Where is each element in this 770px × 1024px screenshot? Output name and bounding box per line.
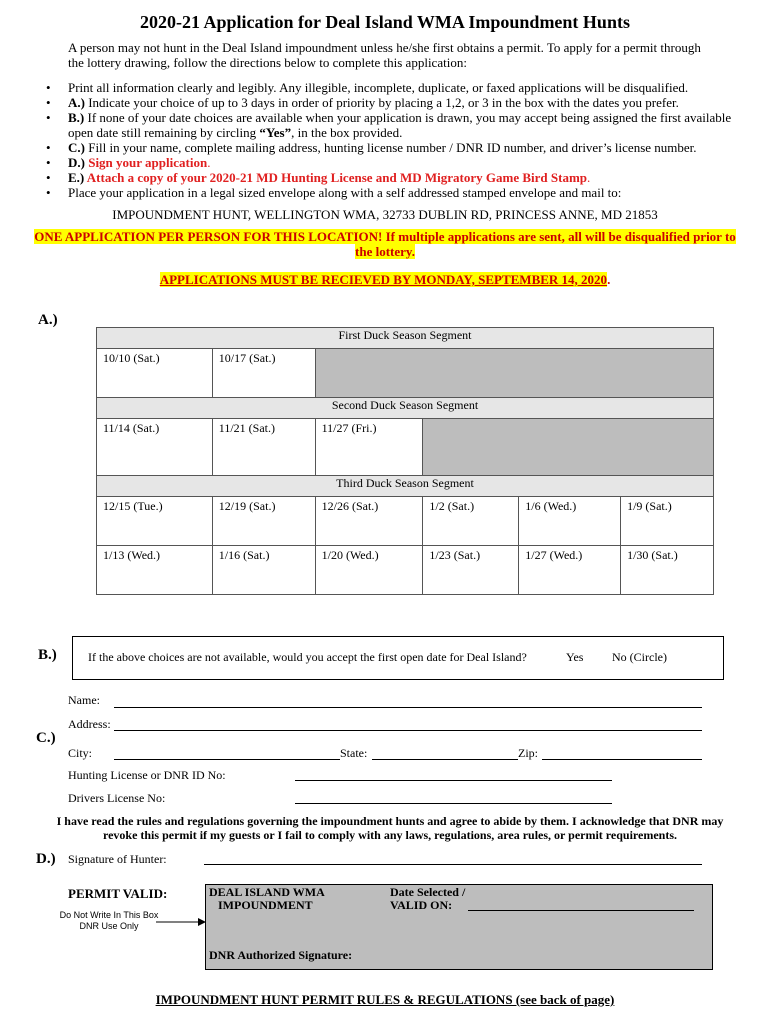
yes-option[interactable]: Yes bbox=[566, 650, 584, 664]
permit-location-line-1: DEAL ISLAND WMA bbox=[209, 885, 325, 899]
segment-header: Third Duck Season Segment bbox=[97, 476, 714, 497]
instruction-text: Fill in your name, complete mailing address, hunting license number / DNR ID number, and driver’s license number. bbox=[84, 140, 697, 155]
instruction-text: Indicate your choice of up to 3 days in order of priority by placing a 1,2, or 3 in the box with the dates you prefer. bbox=[84, 95, 679, 110]
date-cell[interactable]: 1/30 (Sat.) bbox=[621, 546, 714, 595]
section-b-label: B.) bbox=[38, 647, 57, 663]
zip-label: Zip: bbox=[518, 746, 538, 760]
date-cell[interactable]: 10/10 (Sat.) bbox=[97, 349, 213, 398]
date-cell[interactable]: 1/23 (Sat.) bbox=[423, 546, 519, 595]
instruction-text: Print all information clearly and legibly. Any illegible, incomplete, duplicate, or faxed applications will be disqualified. bbox=[68, 80, 689, 95]
permit-location-line-2: IMPOUNDMENT bbox=[218, 898, 313, 912]
segment-header: First Duck Season Segment bbox=[97, 328, 714, 349]
signature-label: Signature of Hunter: bbox=[68, 852, 167, 866]
state-field[interactable] bbox=[372, 759, 518, 760]
date-cell[interactable]: 11/14 (Sat.) bbox=[97, 419, 213, 476]
date-cell[interactable]: 12/15 (Tue.) bbox=[97, 497, 213, 546]
instruction-text: Attach a copy of your 2020-21 MD Hunting License and MD Migratory Game Bird Stamp bbox=[84, 170, 588, 185]
one-application-text: ONE APPLICATION PER PERSON FOR THIS LOCATION! If multiple applications are sent, all will be disqualified prior to the lottery. bbox=[34, 229, 736, 259]
instruction-text: If none of your date choices are available when your application is drawn, you may accept being assigned the first available open date still remaining by circling bbox=[68, 110, 732, 140]
zip-field[interactable] bbox=[542, 759, 702, 760]
dnr-note-line: Do Not Write In This Box bbox=[59, 910, 159, 920]
date-cell[interactable]: 1/16 (Sat.) bbox=[212, 546, 315, 595]
permit-valid-label: PERMIT VALID: bbox=[68, 886, 168, 901]
license-field[interactable] bbox=[295, 780, 612, 781]
city-label: City: bbox=[68, 746, 93, 760]
instruction-item bbox=[40, 95, 740, 110]
date-cell[interactable]: 10/17 (Sat.) bbox=[212, 349, 315, 398]
no-option[interactable]: No (Circle) bbox=[612, 650, 667, 664]
name-label: Name: bbox=[68, 693, 100, 707]
instruction-label: D.) bbox=[68, 155, 85, 170]
section-c-label: C.) bbox=[36, 730, 56, 746]
page-title: 2020-21 Application for Deal Island WMA Impoundment Hunts bbox=[140, 12, 630, 32]
mailing-address: IMPOUNDMENT HUNT, WELLINGTON WMA, 32733 DUBLIN RD, PRINCESS ANNE, MD 21853 bbox=[112, 207, 658, 222]
name-field[interactable] bbox=[114, 707, 702, 708]
instruction-label: B.) bbox=[68, 110, 85, 125]
alternate-date-box bbox=[72, 636, 724, 680]
date-cell[interactable]: 11/27 (Fri.) bbox=[315, 419, 423, 476]
instruction-item bbox=[40, 80, 740, 95]
arrow-right-icon bbox=[156, 917, 206, 927]
date-selected-label: Date Selected / bbox=[390, 885, 466, 899]
deadline-text: APPLICATIONS MUST BE RECIEVED BY MONDAY, SEPTEMBER 14, 2020 bbox=[159, 272, 608, 287]
instruction-text: Place your application in a legal sized envelope along with a self addressed stamped envelope and mail to: bbox=[68, 185, 622, 200]
instruction-item bbox=[40, 110, 740, 140]
address-label: Address: bbox=[68, 717, 111, 731]
intro-text: A person may not hunt in the Deal Island impoundment unless he/she first obtains a permit. To apply for a permit through the lottery drawing, follow the directions below to complete this application: bbox=[68, 40, 701, 70]
signature-field[interactable] bbox=[204, 864, 702, 865]
dnr-note-line: DNR Use Only bbox=[79, 921, 139, 931]
drivers-license-label: Drivers License No: bbox=[68, 791, 166, 805]
instructions-list bbox=[40, 80, 740, 200]
date-cell[interactable]: 1/27 (Wed.) bbox=[519, 546, 621, 595]
date-cell[interactable]: 1/13 (Wed.) bbox=[97, 546, 213, 595]
address-field[interactable] bbox=[114, 730, 702, 731]
section-d-label: D.) bbox=[36, 851, 56, 867]
valid-on-field bbox=[468, 910, 694, 911]
instruction-item: • D.) Sign your application. bbox=[40, 155, 740, 170]
license-label: Hunting License or DNR ID No: bbox=[68, 768, 226, 782]
date-cell[interactable]: 12/19 (Sat.) bbox=[212, 497, 315, 546]
date-cell[interactable]: 1/6 (Wed.) bbox=[519, 497, 621, 546]
dnr-signature-label: DNR Authorized Signature: bbox=[209, 948, 353, 962]
unavailable-cell bbox=[423, 419, 714, 476]
one-application-warning bbox=[30, 229, 740, 259]
instruction-text: , in the box provided. bbox=[291, 125, 403, 140]
instruction-label: C.) bbox=[68, 140, 85, 155]
date-cell[interactable]: 1/20 (Wed.) bbox=[315, 546, 423, 595]
section-a-label: A.) bbox=[38, 312, 58, 328]
instruction-item bbox=[40, 185, 740, 200]
hunt-dates-table bbox=[96, 327, 714, 595]
city-field[interactable] bbox=[114, 759, 340, 760]
yes-emphasis: “Yes” bbox=[259, 125, 292, 140]
alternate-date-question: If the above choices are not available, would you accept the first open date for Deal Island? bbox=[88, 650, 527, 664]
valid-on-label: VALID ON: bbox=[390, 898, 453, 912]
unavailable-cell bbox=[315, 349, 713, 398]
drivers-license-field[interactable] bbox=[295, 803, 612, 804]
instruction-label: A.) bbox=[68, 95, 85, 110]
date-cell[interactable]: 11/21 (Sat.) bbox=[212, 419, 315, 476]
instruction-item: • E.) Attach a copy of your 2020-21 MD Hunting License and MD Migratory Game Bird Stamp. bbox=[40, 170, 740, 185]
state-label: State: bbox=[340, 746, 368, 760]
date-cell[interactable]: 1/9 (Sat.) bbox=[621, 497, 714, 546]
deadline-notice: APPLICATIONS MUST BE RECIEVED BY MONDAY, SEPTEMBER 14, 2020. bbox=[159, 272, 611, 287]
instruction-label: E.) bbox=[68, 170, 85, 185]
segment-header: Second Duck Season Segment bbox=[97, 398, 714, 419]
instruction-text: Sign your application bbox=[84, 155, 208, 170]
footer-rules-note: IMPOUNDMENT HUNT PERMIT RULES & REGULATIONS (see back of page) bbox=[155, 992, 615, 1007]
date-cell[interactable]: 12/26 (Sat.) bbox=[315, 497, 423, 546]
instruction-item bbox=[40, 140, 740, 155]
acknowledgement-text: I have read the rules and regulations governing the impoundment hunts and agree to abide by them. I acknowledge that DNR may revoke this permit if my guests or I fail to comply with any laws, regulations, area rules, or permit requirements. bbox=[56, 814, 724, 842]
date-cell[interactable]: 1/2 (Sat.) bbox=[423, 497, 519, 546]
permit-validation-box bbox=[205, 884, 713, 970]
